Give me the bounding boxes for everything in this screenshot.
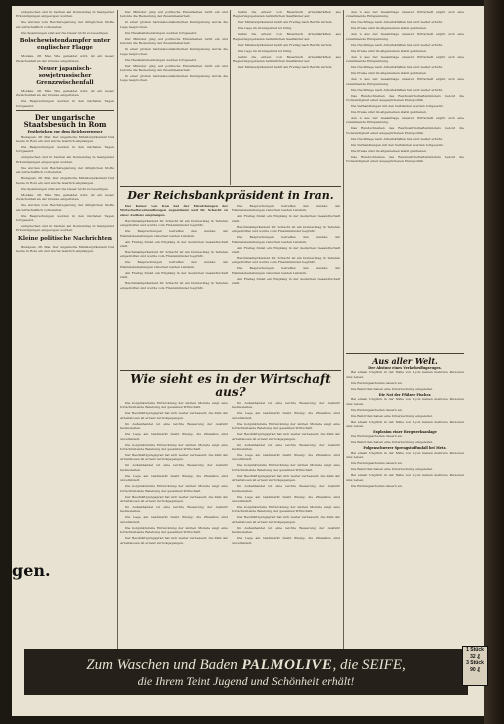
paragraph: den n aus der Gesamtlage unserer Wirtschaft ergibt sich eine zunehmende Entspannung.	[346, 116, 464, 125]
paragraph: Moskau, 28. Mai. Wie gemeldet wird, ist ein neuer Zwischenfall an der Grenze eingetreten.	[16, 192, 114, 202]
paragraph: Die Rettungsarbeiten dauern an.	[351, 483, 403, 488]
paragraph: Der Beschäftigungsgrad hat sich weiter verbessert, die Zahl der Arbeitslosen ist erneut zurückgegangen.	[120, 453, 228, 462]
paragraph: Die Preise sind im allgemeinen stabil geblieben.	[351, 110, 427, 115]
paragraph: Die Besprechungen betreffen den Ausbau der Handelsbeziehungen zwischen beiden Ländern.	[120, 229, 228, 238]
paragraph: Die Nachfrage nach Arbeitskräften hat sich weiter erhöht.	[351, 136, 443, 141]
newspaper-page	[12, 6, 484, 716]
paragraph: Bei einem Unglück in der Nähe von Lyon kamen mehrere Personen ums Leben.	[346, 397, 464, 406]
section-heading: Bolschewistendampfer unter englischer Flagge	[19, 38, 111, 52]
paragraph: Die Lage am Geldmarkt bleibt flüssig; die Zinssätze sind unverändert.	[232, 453, 340, 462]
paragraph: Bei einem Unglück in der Nähe von Lyon kamen mehrere Personen ums Leben.	[346, 370, 464, 379]
paragraph: Reichsbankpräsident Dr. Schacht ist am Donnerstag in Teheran eingetroffen und wurde vom Finanzminister begrüßt.	[120, 218, 228, 228]
aus-aller-welt	[346, 351, 464, 645]
paragraph: Die Behörden haben eine Untersuchung eingeleitet.	[351, 386, 433, 391]
paragraph: Moskau, 28. Mai. Wie gemeldet wird, ist ein neuer Zwischenfall an der Grenze eingetreten.	[16, 89, 114, 98]
paragraph: Im Außenhandel ist eine leichte Besserung der Ausfuhr festzustellen.	[232, 525, 340, 535]
paragraph: Der Minister ging auf politische Einzelheiten nicht ein und betonte die Bedeutung der Zusammenarbeit.	[120, 63, 228, 73]
article-headline: Der Reichsbankpräsident in Iran.	[127, 189, 334, 202]
paragraph: Der Ministerpräsident kehrt am Freitag nach Berlin zurück.	[238, 20, 333, 25]
paragraph: Die Preise sind im allgemeinen stabil geblieben.	[351, 148, 427, 153]
paragraph: Der Minister ging auf politische Einzelheiten nicht ein und betonte die Bedeutung der Zusammenarbeit.	[120, 10, 228, 19]
paragraph: Am Freitag findet ein Empfang in der deutschen Gesandtschaft statt.	[232, 276, 340, 286]
price-line: 90 ₰	[470, 666, 480, 673]
cut-off-headline: gen.	[12, 561, 51, 580]
paragraph: Die Preise sind im allgemeinen stabil geblieben.	[351, 48, 427, 53]
paragraph: entsprechen und in Sachen am Donnerstag in Saargebiet Erkundigungen eingezogen wurden.	[16, 155, 114, 164]
ad-slogan: die Ihrem Teint Jugend und Schönheit erhält!	[137, 673, 355, 688]
paragraph: Die Haushaltsberatungen werden fortgesetzt.	[125, 57, 198, 62]
paragraph: Die Verhandlungen mit den Verbänden werden fortgesetzt.	[351, 142, 444, 147]
paragraph: Reichsbankpräsident Dr. Schacht ist am Donnerstag in Teheran eingetroffen und wurde vom Finanzminister begrüßt.	[232, 256, 340, 265]
paragraph: Die konjunkturelle Entwicklung der letzten Monate zeigt eine fortschreitende Belebung der gesamten Wirtschaft.	[120, 525, 228, 535]
paragraph: Sie wurden vom Reichsregierung der dringlichen Stoffe als wirtschaftlich vorbereitet.	[16, 203, 114, 212]
paragraph: Am Freitag findet ein Empfang in der deutschen Gesandtschaft statt.	[120, 239, 228, 249]
sub-heading: Folgenschwerer Sprengstoffunfall bei Metz.	[363, 446, 447, 451]
book-binding	[484, 0, 504, 724]
paragraph: Das Rundschreiben des Reichswirtschaftsministers betont die Notwendigkeit einer ausgeglichenen Preispolitik.	[346, 93, 464, 103]
paragraph: Die Lage am Geldmarkt bleibt flüssig; die Zinssätze sind unverändert.	[232, 536, 340, 545]
paragraph: den n aus der Gesamtlage unserer Wirtschaft ergibt sich eine zunehmende Entspannung.	[346, 77, 464, 86]
price-line: 32 ₰	[470, 653, 480, 660]
paragraph: Die Rettungsarbeiten dauern an.	[351, 407, 403, 412]
paragraph: Im Außenhandel ist eine leichte Besserung der Ausfuhr festzustellen.	[232, 442, 340, 452]
ad-brand: PALMOLIVE	[241, 656, 333, 673]
paragraph: Die Lage am Geldmarkt bleibt flüssig; die Zinssätze sind unverändert.	[120, 515, 228, 524]
paragraph: Die konjunkturelle Entwicklung der letzten Monate zeigt eine fortschreitende Belebung der gesamten Wirtschaft.	[120, 401, 228, 410]
paragraph: Bei einem Unglück in der Nähe von Lyon kamen mehrere Personen ums Leben.	[346, 419, 464, 429]
paragraph: Die Lage im Grenzgebiet ist ruhig.	[238, 48, 293, 53]
left-column	[16, 10, 114, 646]
paragraph: Die Nachfrage nach Arbeitskräften hat sich weiter erhöht.	[351, 87, 443, 92]
paragraph: Am Freitag findet ein Empfang in der deutschen Gesandtschaft statt.	[120, 270, 228, 280]
column-c	[346, 10, 464, 370]
sub-heading: Die Not der Pfälzer Fischer.	[378, 392, 432, 397]
paragraph: Die Nachfrage nach Arbeitskräften hat sich weiter erhöht.	[351, 20, 443, 25]
paragraph: Die Behörden haben eine Untersuchung eingeleitet.	[351, 413, 433, 418]
article-headline: Wie sieht es in der Wirtschaft aus?	[130, 372, 331, 399]
paragraph: Der Beschäftigungsgrad hat sich weiter verbessert, die Zahl der Arbeitslosen ist erneut zurückgegangen.	[232, 515, 340, 524]
paragraph: Budapest, 28. Mai. Der ungarische Ministerpräsident traf heute in Rom ein und wurde feierlich empfangen.	[16, 244, 114, 254]
paragraph: Budapest, 28. Mai. Der ungarische Ministerpräsident traf heute in Rom ein und wurde feierlich empfangen.	[16, 134, 114, 144]
section-heading: Neuer japanisch-sowjetrussischer Grenzzwischenfall	[36, 66, 94, 87]
paragraph: Reichsbankpräsident Dr. Schacht ist am Donnerstag in Teheran eingetroffen und wurde vom Finanzminister begrüßt.	[120, 250, 228, 259]
divider	[346, 353, 464, 354]
paragraph: Die konjunkturelle Entwicklung der letzten Monate zeigt eine fortschreitende Belebung der gesamten Wirtschaft.	[232, 463, 340, 472]
paragraph: Die Besprechungen betreffen den Ausbau der Handelsbeziehungen zwischen beiden Ländern.	[232, 266, 340, 275]
article-lead: Der Kaiser von Iran hat der Einwirkungen der Wirtschaftsverhandlungen zugestimmt und Dr. Schacht zu einer Audienz empfangen.	[120, 204, 228, 217]
paragraph: Der Beschäftigungsgrad hat sich weiter verbessert, die Zahl der Arbeitslosen ist erneut zurückgegangen.	[232, 473, 340, 483]
paragraph: Die Preise sind im allgemeinen stabil geblieben.	[351, 71, 427, 76]
paragraph: Der Beschäftigungsgrad hat sich weiter verbessert, die Zahl der Arbeitslosen ist erneut zurückgegangen.	[120, 411, 228, 420]
sub-heading: Festbrücken vor dem Reichsverweser	[27, 130, 103, 135]
paragraph: In einer großen nationalsozialistischen Kundgebung wurde die Lage besprochen.	[120, 74, 228, 83]
column-b	[233, 10, 341, 185]
column-rule	[230, 10, 231, 185]
paragraph: Im Außenhandel ist eine leichte Besserung der Ausfuhr festzustellen.	[120, 463, 228, 472]
paragraph: Die Haushaltsberatungen werden fortgesetzt.	[125, 30, 198, 35]
paragraph: Die Besprechungen werden in den nächsten Tagen fortgesetzt.	[16, 145, 114, 154]
column-rule	[117, 10, 118, 650]
paragraph: Das Rundschreiben des Reichswirtschaftsministers betont die Notwendigkeit einer ausgeglichenen Preispolitik.	[346, 154, 464, 164]
paragraph: Die Lage im Grenzgebiet ist ruhig.	[238, 26, 293, 31]
section-heading: Aus aller Welt.	[372, 356, 438, 366]
paragraph: den n aus der Gesamtlage unserer Wirtschaft ergibt sich eine zunehmende Entspannung.	[346, 10, 464, 19]
paragraph: Die Spannungen sind auf die Dauer nicht zu beseitigen.	[21, 186, 109, 191]
ad-line-prefix: Zum Waschen und Baden	[86, 656, 238, 673]
paragraph: Die Lage am Geldmarkt bleibt flüssig; die Zinssätze sind unverändert.	[232, 411, 340, 420]
paragraph: Die Preise sind im allgemeinen stabil geblieben.	[351, 26, 427, 31]
price-line: 3 Stück	[466, 660, 484, 666]
paragraph: Die Behörden haben eine Untersuchung eingeleitet.	[351, 467, 433, 472]
paragraph: In einer großen nationalsozialistischen Kundgebung wurde die Lage besprochen.	[120, 47, 228, 56]
paragraph: Der Beschäftigungsgrad hat sich weiter verbessert, die Zahl der Arbeitslosen ist erneut zurückgegangen.	[232, 432, 340, 441]
paragraph: Die Rettungsarbeiten dauern an.	[351, 380, 403, 385]
paragraph: Die Behörden haben eine Untersuchung eingeleitet.	[351, 440, 433, 445]
paragraph: entsprechen und in Sachen am Donnerstag in Saargebiet Erkundigungen eingezogen wurden.	[16, 10, 114, 19]
paragraph: Die Rettungsarbeiten dauern an.	[351, 434, 403, 439]
paragraph: nahm die erneut von Bauernsch Arbeitskräften aus Regierungsgebieten befindlichen Saarländer auf.	[233, 54, 341, 64]
paragraph: Die Nachfrage nach Arbeitskräften hat sich weiter erhöht.	[351, 42, 443, 47]
section-heading: Der ungarische Staatsbesuch in Rom	[23, 113, 107, 130]
paragraph: Die Lage am Geldmarkt bleibt flüssig; die Zinssätze sind unverändert.	[232, 494, 340, 504]
paragraph: Der Beschäftigungsgrad hat sich weiter verbessert, die Zahl der Arbeitslosen ist erneut zurückgegangen.	[120, 494, 228, 504]
palmolive-ad	[24, 649, 468, 695]
paragraph: Bei einem Unglück in der Nähe von Lyon kamen mehrere Personen ums Leben.	[346, 473, 464, 482]
paragraph: Die Besprechungen betreffen den Ausbau der Handelsbeziehungen zwischen beiden Ländern.	[232, 204, 340, 213]
paragraph: Sie wurden vom Reichsregierung der dringlichen Stoffe als wirtschaftlich vorbereitet.	[16, 165, 114, 175]
paragraph: Reichsbankpräsident Dr. Schacht ist am Donnerstag in Teheran eingetroffen und wurde vom Finanzminister begrüßt.	[232, 224, 340, 234]
paragraph: Budapest, 28. Mai. Der ungarische Ministerpräsident traf heute in Rom ein und wurde feierlich empfangen.	[16, 176, 114, 185]
paragraph: den n aus der Gesamtlage unserer Wirtschaft ergibt sich eine zunehmende Entspannung.	[346, 32, 464, 41]
paragraph: Reichsbankpräsident Dr. Schacht ist am Donnerstag in Teheran eingetroffen und wurde vom Finanzminister begrüßt.	[120, 281, 228, 290]
paragraph: Im Außenhandel ist eine leichte Besserung der Ausfuhr festzustellen.	[120, 505, 228, 514]
paragraph: Am Freitag findet ein Empfang in der deutschen Gesandtschaft statt.	[232, 245, 340, 255]
article-wirtschaft	[120, 368, 341, 646]
ad-line-suffix: , die SEIFE,	[332, 656, 406, 673]
paragraph: Die Rettungsarbeiten dauern an.	[351, 461, 403, 466]
divider	[16, 110, 114, 111]
paragraph: nahm die erneut von Bauernsch Arbeitskräften aus Regierungsgebieten befindlichen Saarländer auf.	[233, 32, 341, 41]
paragraph: Am Freitag findet ein Empfang in der deutschen Gesandtschaft statt.	[232, 214, 340, 223]
paragraph: Der Ministerpräsident kehrt am Freitag nach Berlin zurück.	[238, 65, 333, 70]
paragraph: Das Rundschreiben des Reichswirtschaftsministers betont die Notwendigkeit einer ausgeglichenen Preispolitik.	[346, 126, 464, 135]
sub-heading: Explosion einer Bergwerksanlage	[373, 430, 437, 435]
paragraph: entsprechen und in Sachen am Donnerstag in Saargebiet Erkundigungen eingezogen wurden.	[16, 223, 114, 233]
paragraph: nahm die erneut von Bauernsch Arbeitskräften aus Regierungsgebieten befindlichen Saarländer auf.	[233, 10, 341, 19]
paragraph: Die konjunkturelle Entwicklung der letzten Monate zeigt eine fortschreitende Belebung der gesamten Wirtschaft.	[232, 505, 340, 514]
paragraph: Die Besprechungen werden in den nächsten Tagen fortgesetzt.	[16, 99, 114, 108]
paragraph: Die Lage am Geldmarkt bleibt flüssig; die Zinssätze sind unverändert.	[120, 473, 228, 483]
column-rule	[343, 10, 344, 650]
paragraph: Der Beschäftigungsgrad hat sich weiter verbessert, die Zahl der Arbeitslosen ist erneut zurückgegangen.	[120, 536, 228, 545]
article-reichsbank	[120, 184, 341, 292]
paragraph: Im Außenhandel ist eine leichte Besserung der Ausfuhr festzustellen.	[232, 484, 340, 493]
paragraph: Die konjunkturelle Entwicklung der letzten Monate zeigt eine fortschreitende Belebung der gesamten Wirtschaft.	[120, 442, 228, 452]
paragraph: Sie wurden vom Reichsregierung der dringlichen Stoffe als wirtschaftlich vorbereitet.	[16, 20, 114, 29]
paragraph: Der Minister ging auf politische Einzelheiten nicht ein und betonte die Bedeutung der Zusammenarbeit.	[120, 36, 228, 46]
paragraph: Die Spannungen sind auf die Dauer nicht zu beseitigen.	[21, 30, 109, 35]
paragraph: Im Außenhandel ist eine leichte Besserung der Ausfuhr festzustellen.	[120, 421, 228, 431]
paragraph: Die Lage am Geldmarkt bleibt flüssig; die Zinssätze sind unverändert.	[120, 432, 228, 441]
price-line: 1 Stück	[466, 647, 484, 653]
paragraph: Im Außenhandel ist eine leichte Besserung der Ausfuhr festzustellen.	[232, 401, 340, 410]
paragraph: Die Besprechungen betreffen den Ausbau der Handelsbeziehungen zwischen beiden Ländern.	[232, 235, 340, 244]
paragraph: Die Verhandlungen mit den Verbänden werden fortgesetzt.	[351, 104, 444, 109]
paragraph: Die konjunkturelle Entwicklung der letzten Monate zeigt eine fortschreitende Belebung der gesamten Wirtschaft.	[120, 484, 228, 493]
column-a	[120, 10, 228, 185]
paragraph: Die Besprechungen betreffen den Ausbau der Handelsbeziehungen zwischen beiden Ländern.	[120, 260, 228, 269]
paragraph: In einer großen nationalsozialistischen Kundgebung wurde die Lage besprochen.	[120, 20, 228, 29]
paragraph: Die Besprechungen werden in den nächsten Tagen fortgesetzt.	[16, 213, 114, 222]
paragraph: Bei einem Unglück in der Nähe von Lyon kamen mehrere Personen ums Leben.	[346, 450, 464, 460]
divider	[120, 186, 341, 187]
paragraph: Moskau, 28. Mai. Wie gemeldet wird, ist ein neuer Zwischenfall an der Grenze eingetreten.	[16, 54, 114, 63]
paragraph: den n aus der Gesamtlage unserer Wirtschaft ergibt sich eine zunehmende Entspannung.	[346, 54, 464, 64]
section-heading: Kleine politische Nachrichten	[18, 235, 112, 242]
paragraph: Der Ministerpräsident kehrt am Freitag nach Berlin zurück.	[238, 42, 333, 47]
price-box	[462, 646, 488, 686]
sub-heading: Der Absturz eines Verkehrsflugzeuges.	[368, 366, 442, 370]
paragraph: Die konjunkturelle Entwicklung der letzten Monate zeigt eine fortschreitende Belebung der gesamten Wirtschaft.	[232, 421, 340, 431]
paragraph: Die Nachfrage nach Arbeitskräften hat sich weiter erhöht.	[351, 65, 443, 70]
divider	[120, 370, 341, 371]
